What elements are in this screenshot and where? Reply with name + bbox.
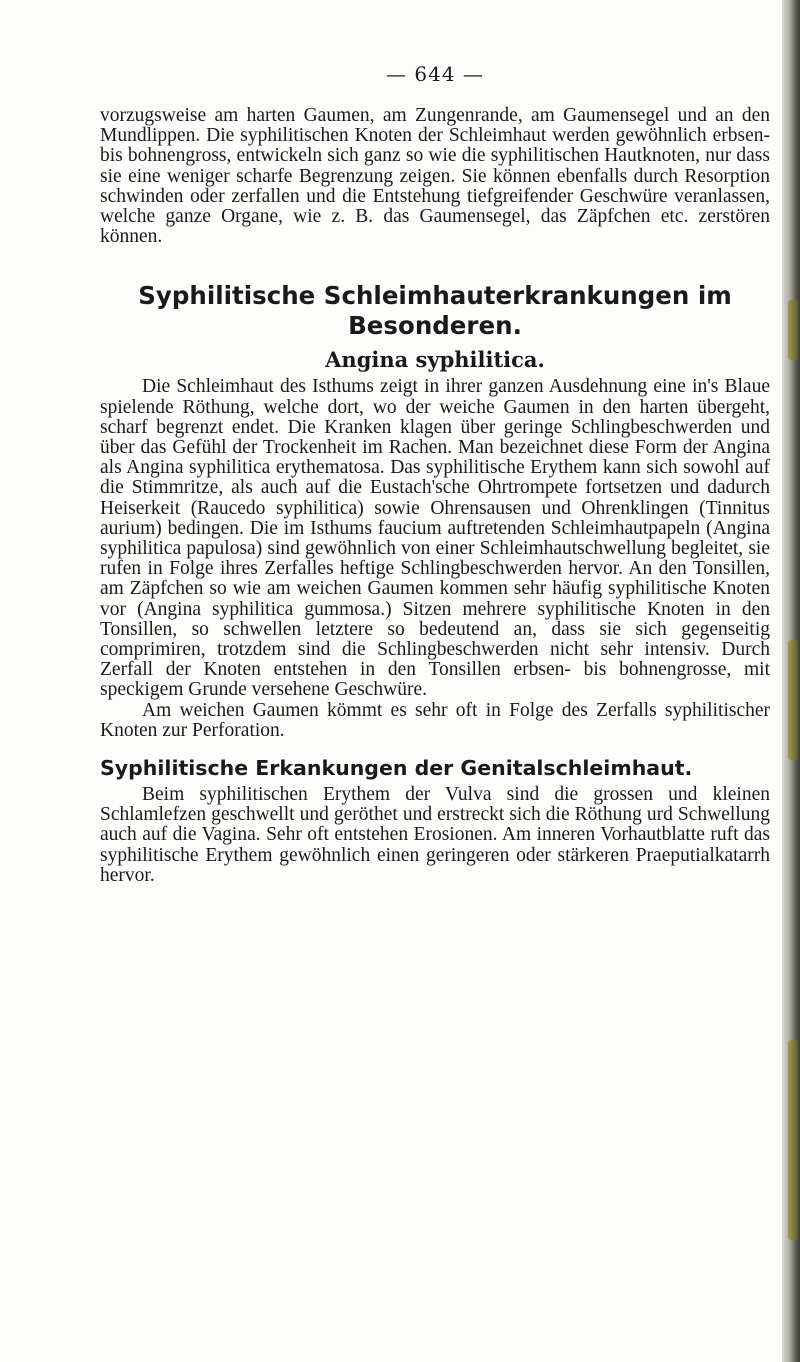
main-heading-line1: Syphilitische Schleimhauterkrankungen im xyxy=(138,281,732,311)
edge-stain xyxy=(788,640,798,760)
genital-paragraph: Beim syphilitischen Erythem der Vulva sind die grossen und kleinen Schlamlefzen geschwellt und geröthet und erstreckt sich die Röthung urd Schwellung auch auf die Vagina. Sehr oft entstehen Erosionen. Am inneren Vorhautblatte ruft das syphilitische Erythem gewöhnlich einen geringeren oder stärkeren Praeputialkatarrh hervor. xyxy=(100,784,770,886)
angina-paragraph-1: Die Schleimhaut des Isthums zeigt in ihrer ganzen Ausdehnung eine in's Blaue spielende Röthung, welche dort, wo der weiche Gaumen in den harten übergeht, scharf begrenzt endet. Die Kranken klagen über geringe Schlingbeschwerden und über das Gefühl der Trockenheit im Rachen. Man bezeichnet diese Form der Angina als Angina syphilitica erythematosa. Das syphilitische Erythem kann sich sowohl auf die Stimmritze, als auch auf die Eustach'sche Ohrtrompete fortsetzen und dadurch Heiserkeit (Raucedo syphilitica) sowie Ohrensausen und Ohrenklingen (Tinnitus aurium) bedingen. Die im Isthums faucium auftretenden Schleimhautpapeln (Angina syphilitica papulosa) sind gewöhnlich von einer Schleimhautschwellung begleitet, sie rufen in Folge ihres Zerfalles heftige Schlingbeschwerden hervor. An den Tonsillen, am Zäpfchen so wie am weichen Gaumen kommen sehr häufig syphilitische Knoten vor (Angina syphilitica gummosa.) Sitzen mehrere syphilitische Knoten in den Tonsillen, so schwellen letztere so bedeutend an, dass sie sich gegenseitig comprimiren, trotzdem sind die Schlingbeschwerden nicht sehr intensiv. Durch Zerfall der Knoten entstehen in den Tonsillen erbsen- bis bohnengrosse, mit speckigem Grunde versehene Geschwüre. xyxy=(100,376,770,701)
edge-stain xyxy=(788,1040,798,1240)
sub-heading-angina: Angina syphilitica. xyxy=(325,347,545,373)
page-number: — 644 — xyxy=(386,62,484,86)
intro-paragraph: vorzugsweise am harten Gaumen, am Zungenrande, am Gaumensegel und an den Mundlippen. Die syphilitischen Knoten der Schleimhaut werden gewöhnlich erbsen- bis bohnengross, entwickeln sich ganz so wie die syphilitischen Hautknoten, nur dass sie eine weniger scharfe Begrenzung zeigen. Sie können ebenfalls durch Resorption schwinden oder zerfallen und die Entstehung tiefgreifender Geschwüre veranlassen, welche ganze Organe, wie z. B. das Gaumensegel, das Zäpfchen etc. zerstören können. xyxy=(100,105,770,248)
section-heading-genital: Syphilitische Erkankungen der Genitalschleimhaut. xyxy=(100,756,693,781)
angina-paragraph-2: Am weichen Gaumen kömmt es sehr oft in Folge des Zerfalls syphilitischer Knoten zur Perforation. xyxy=(100,699,770,741)
page-binding-edge xyxy=(782,0,800,1362)
page-content xyxy=(100,62,770,886)
main-heading xyxy=(100,281,770,341)
main-heading-line2: Besonderen. xyxy=(348,311,522,341)
edge-stain xyxy=(788,300,798,360)
